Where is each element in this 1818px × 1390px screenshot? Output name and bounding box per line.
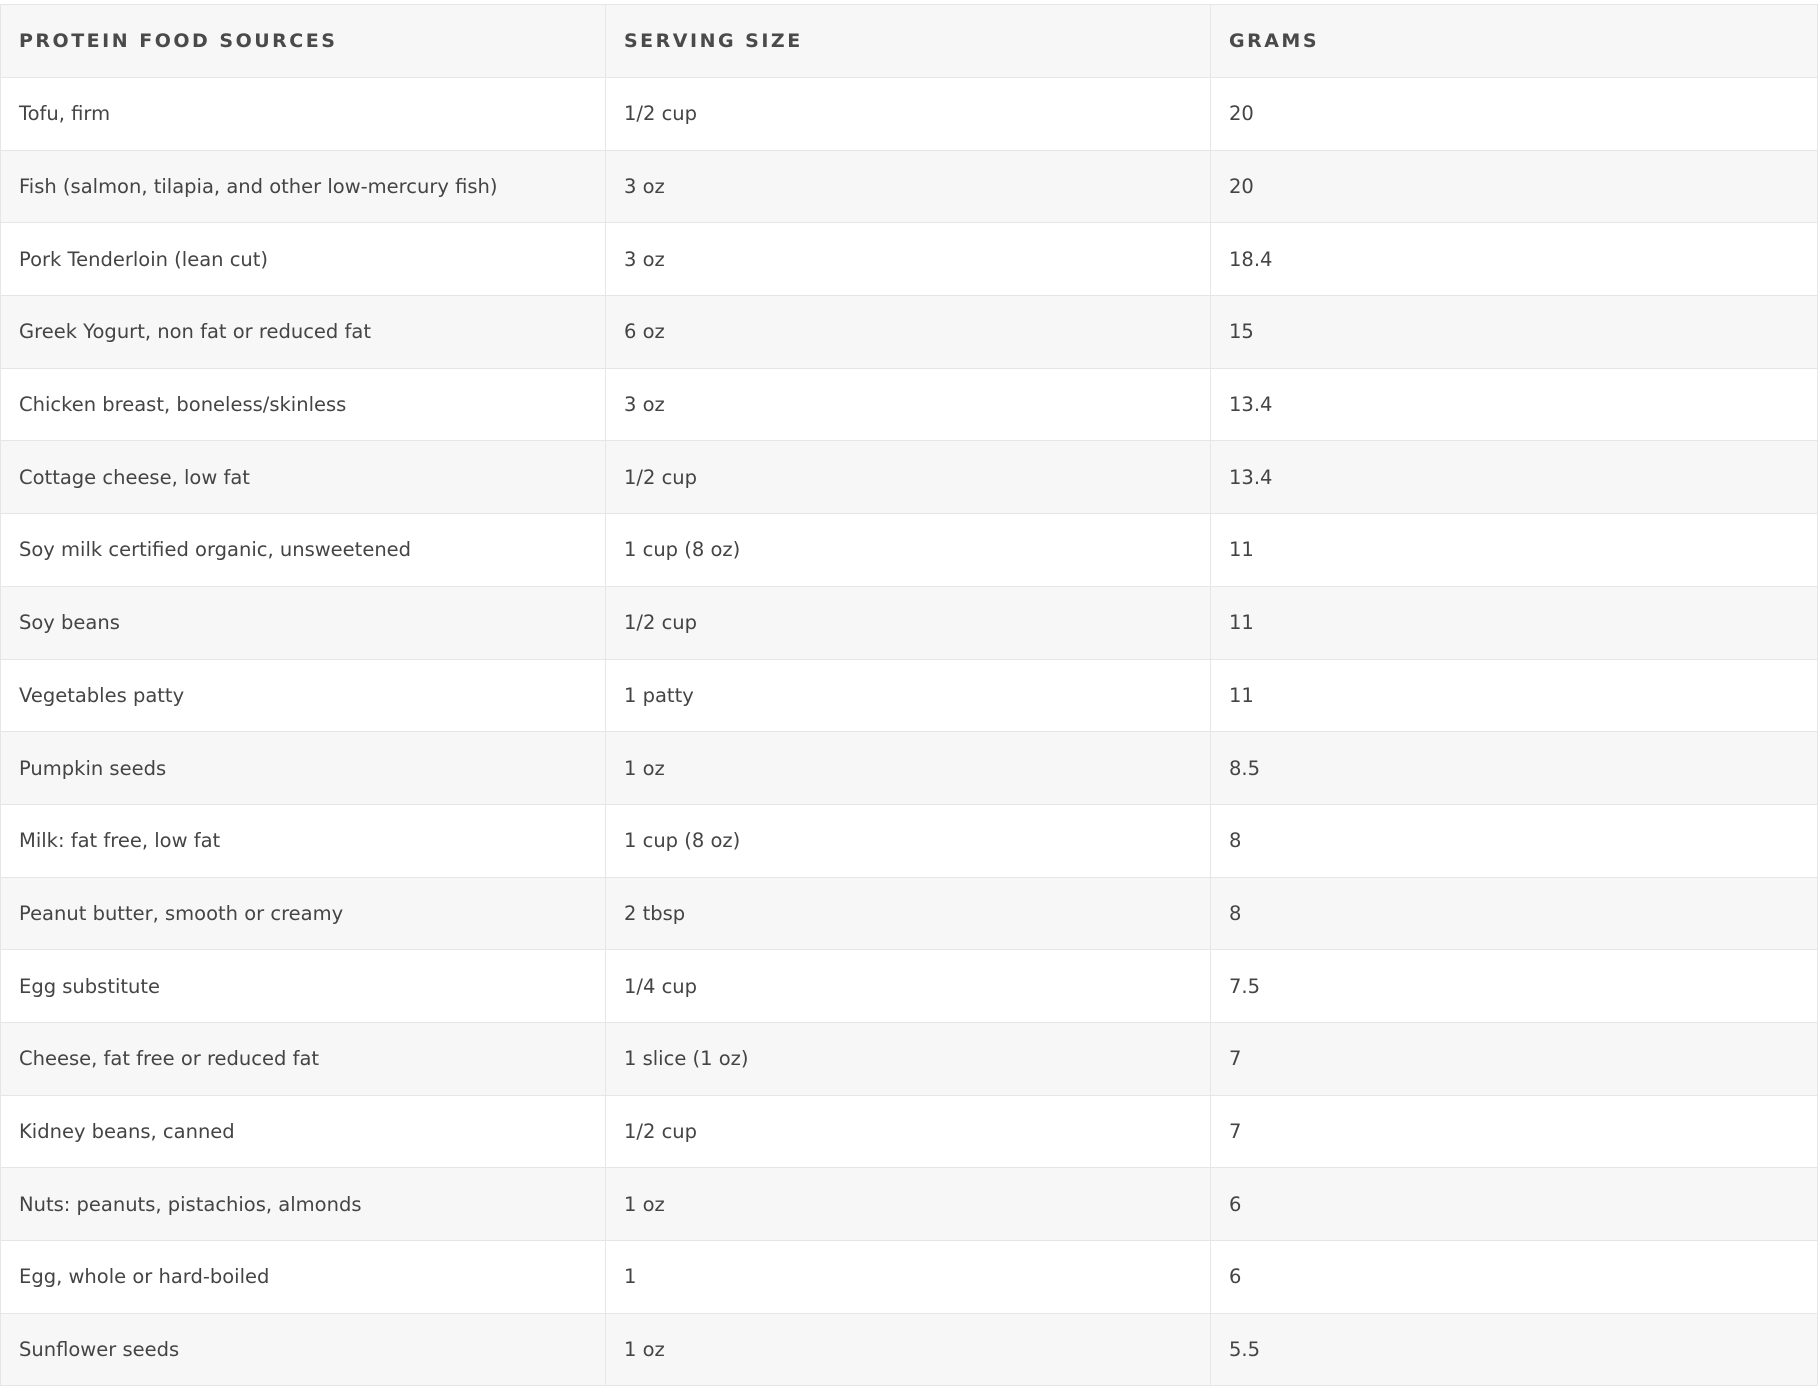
cell-food-source: Fish (salmon, tilapia, and other low-mercury fish) xyxy=(1,150,606,223)
table-row xyxy=(1,1313,1818,1386)
cell-food-source: Greek Yogurt, non fat or reduced fat xyxy=(1,296,606,369)
cell-food-source: Pork Tenderloin (lean cut) xyxy=(1,223,606,296)
cell-serving-size: 6 oz xyxy=(606,296,1211,369)
cell-serving-size: 1 oz xyxy=(606,1313,1211,1386)
cell-grams: 15 xyxy=(1211,296,1818,369)
cell-grams: 8 xyxy=(1211,877,1818,950)
cell-serving-size: 3 oz xyxy=(606,150,1211,223)
cell-food-source: Soy milk certified organic, unsweetened xyxy=(1,514,606,587)
cell-grams: 11 xyxy=(1211,514,1818,587)
cell-food-source: Nuts: peanuts, pistachios, almonds xyxy=(1,1168,606,1241)
cell-serving-size: 1 patty xyxy=(606,659,1211,732)
cell-grams: 7.5 xyxy=(1211,950,1818,1023)
cell-serving-size: 1/2 cup xyxy=(606,586,1211,659)
cell-serving-size: 1 cup (8 oz) xyxy=(606,514,1211,587)
cell-food-source: Kidney beans, canned xyxy=(1,1095,606,1168)
table-row xyxy=(1,732,1818,805)
table-row xyxy=(1,150,1818,223)
cell-grams: 8.5 xyxy=(1211,732,1818,805)
table-row xyxy=(1,1168,1818,1241)
header-serving-size: SERVING SIZE xyxy=(606,5,1211,78)
table-row xyxy=(1,804,1818,877)
table-row xyxy=(1,659,1818,732)
table-row xyxy=(1,296,1818,369)
cell-food-source: Cheese, fat free or reduced fat xyxy=(1,1022,606,1095)
table-body xyxy=(1,78,1818,1386)
cell-serving-size: 2 tbsp xyxy=(606,877,1211,950)
cell-grams: 20 xyxy=(1211,78,1818,151)
cell-serving-size: 3 oz xyxy=(606,368,1211,441)
cell-serving-size: 1 oz xyxy=(606,1168,1211,1241)
header-grams: GRAMS xyxy=(1211,5,1818,78)
cell-food-source: Peanut butter, smooth or creamy xyxy=(1,877,606,950)
table-row xyxy=(1,1022,1818,1095)
table-row xyxy=(1,1095,1818,1168)
cell-grams: 18.4 xyxy=(1211,223,1818,296)
cell-grams: 13.4 xyxy=(1211,441,1818,514)
cell-food-source: Cottage cheese, low fat xyxy=(1,441,606,514)
cell-serving-size: 3 oz xyxy=(606,223,1211,296)
cell-grams: 7 xyxy=(1211,1095,1818,1168)
cell-grams: 8 xyxy=(1211,804,1818,877)
cell-grams: 13.4 xyxy=(1211,368,1818,441)
protein-table xyxy=(0,4,1818,1386)
cell-food-source: Milk: fat free, low fat xyxy=(1,804,606,877)
cell-food-source: Egg substitute xyxy=(1,950,606,1023)
table-header xyxy=(1,5,1818,78)
header-protein-food-sources: PROTEIN FOOD SOURCES xyxy=(1,5,606,78)
cell-food-source: Vegetables patty xyxy=(1,659,606,732)
protein-table-container xyxy=(0,4,1817,1386)
cell-food-source: Tofu, firm xyxy=(1,78,606,151)
cell-grams: 6 xyxy=(1211,1241,1818,1314)
cell-serving-size: 1/2 cup xyxy=(606,78,1211,151)
table-row xyxy=(1,223,1818,296)
cell-food-source: Pumpkin seeds xyxy=(1,732,606,805)
table-row xyxy=(1,950,1818,1023)
cell-food-source: Sunflower seeds xyxy=(1,1313,606,1386)
table-row xyxy=(1,78,1818,151)
cell-serving-size: 1/4 cup xyxy=(606,950,1211,1023)
cell-grams: 20 xyxy=(1211,150,1818,223)
cell-grams: 6 xyxy=(1211,1168,1818,1241)
table-row xyxy=(1,877,1818,950)
cell-serving-size: 1/2 cup xyxy=(606,441,1211,514)
cell-grams: 7 xyxy=(1211,1022,1818,1095)
cell-grams: 11 xyxy=(1211,586,1818,659)
table-row xyxy=(1,441,1818,514)
cell-serving-size: 1 slice (1 oz) xyxy=(606,1022,1211,1095)
header-row xyxy=(1,5,1818,78)
cell-grams: 5.5 xyxy=(1211,1313,1818,1386)
cell-serving-size: 1/2 cup xyxy=(606,1095,1211,1168)
table-row xyxy=(1,1241,1818,1314)
cell-food-source: Soy beans xyxy=(1,586,606,659)
cell-serving-size: 1 cup (8 oz) xyxy=(606,804,1211,877)
cell-grams: 11 xyxy=(1211,659,1818,732)
table-row xyxy=(1,586,1818,659)
table-row xyxy=(1,514,1818,587)
cell-serving-size: 1 oz xyxy=(606,732,1211,805)
table-row xyxy=(1,368,1818,441)
cell-serving-size: 1 xyxy=(606,1241,1211,1314)
cell-food-source: Chicken breast, boneless/skinless xyxy=(1,368,606,441)
cell-food-source: Egg, whole or hard-boiled xyxy=(1,1241,606,1314)
